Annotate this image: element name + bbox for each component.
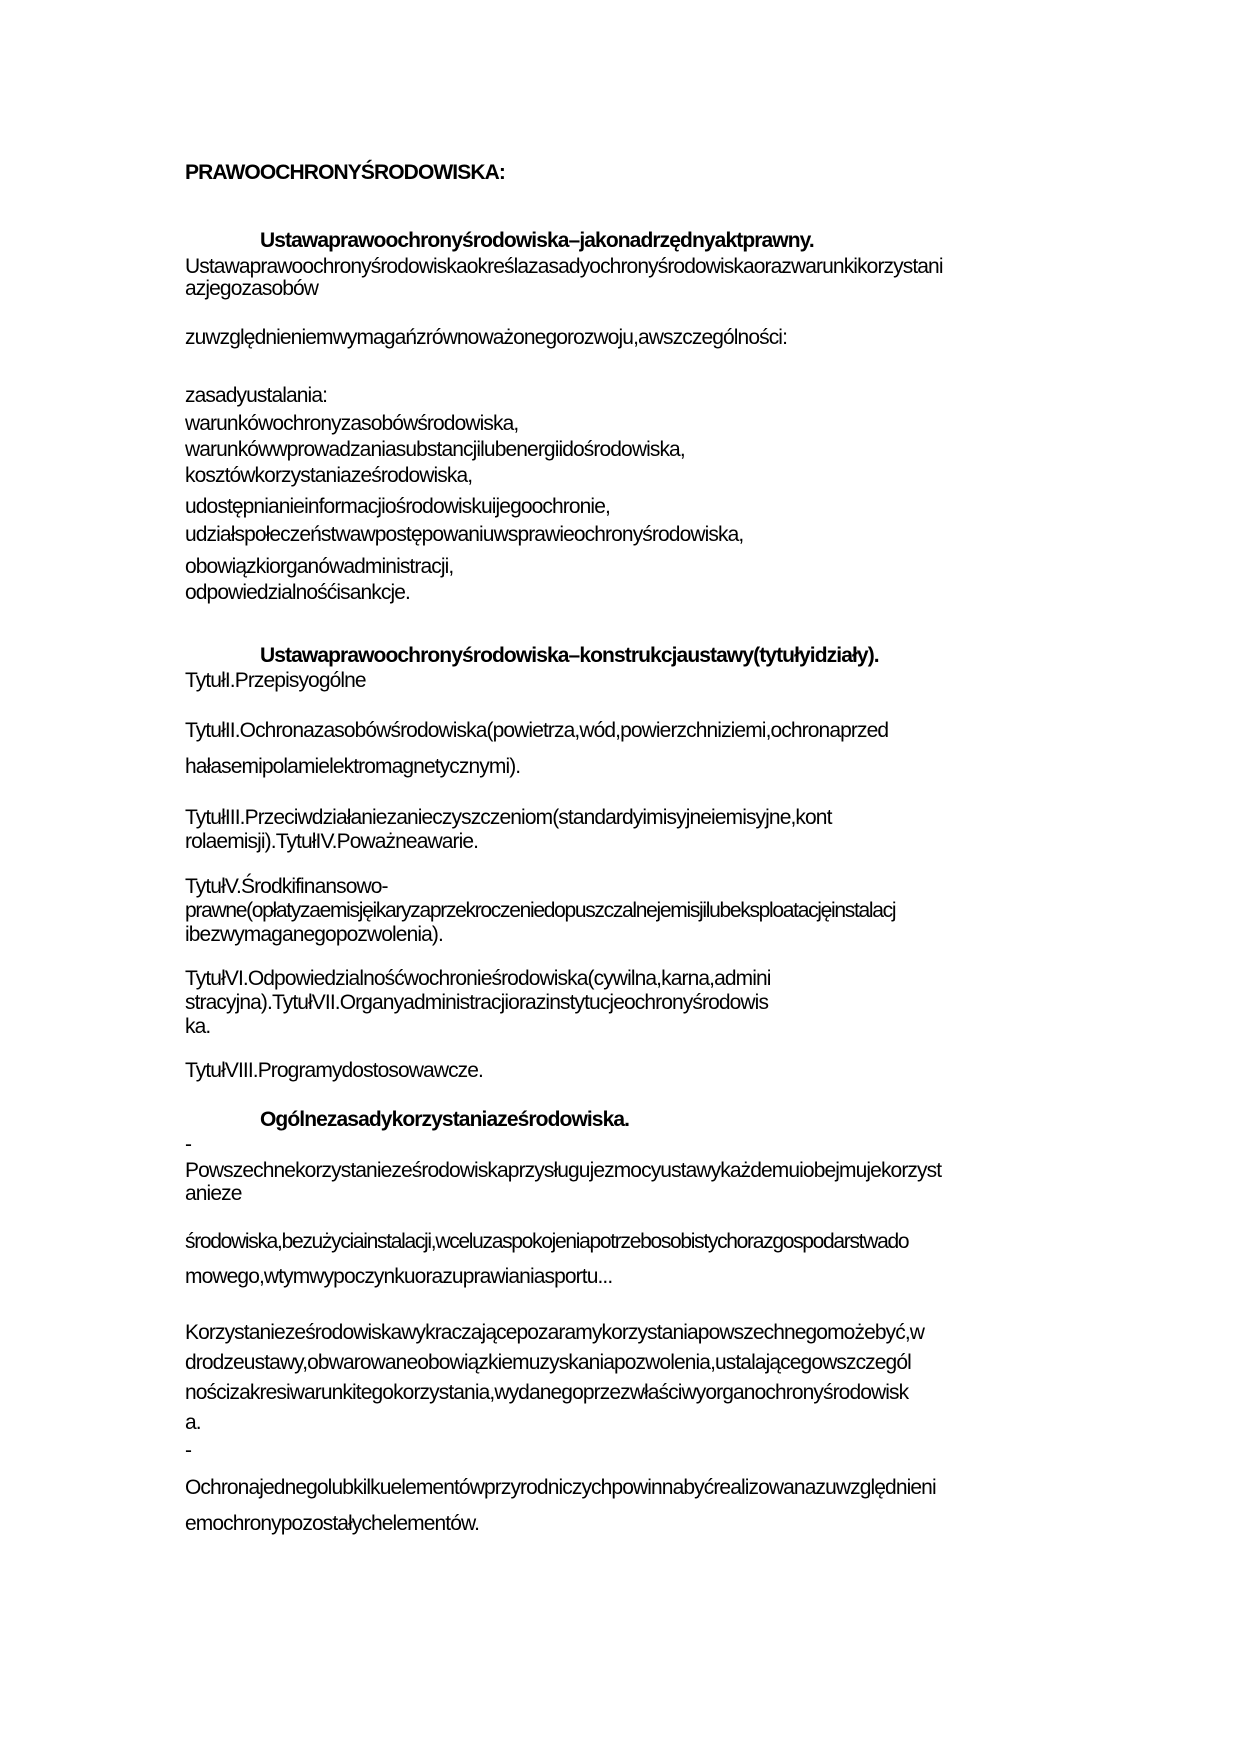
- section2-line: TytułVIII.Programydostosowawcze.: [185, 1059, 483, 1082]
- section3-line: -: [185, 1439, 192, 1462]
- section3-line: mowego,wtymwypoczynkuorazuprawianiasportu...: [185, 1265, 613, 1288]
- section3-line: Korzystanieześrodowiskawykraczającepozaramykorzystaniapowszechnegomożebyć,w: [185, 1321, 925, 1344]
- section2-line: TytułII.Ochronazasobówśrodowiska(powietrza,wód,powierzchniziemi,ochronaprzed: [185, 719, 889, 742]
- section3-line: anieze: [185, 1182, 242, 1205]
- section2-heading: Ustawaprawoochronyśrodowiska–konstrukcjaustawy(tytułyidziały).: [260, 644, 879, 667]
- section1-line: azjegozasobów: [185, 277, 319, 300]
- section3-line: emochronypozostałychelementów.: [185, 1512, 480, 1535]
- section1-line: kosztówkorzystaniaześrodowiska,: [185, 464, 473, 487]
- section2-line: TytułI.Przepisyogólne: [185, 669, 366, 692]
- section3-heading: Ogólnezasadykorzystaniaześrodowiska.: [260, 1108, 630, 1131]
- section2-line: hałasemipolamielektromagnetycznymi).: [185, 755, 521, 778]
- section2-line: ibezwymaganegopozwolenia).: [185, 923, 443, 946]
- section2-line: prawne(opłatyzaemisjęikaryzaprzekroczeniedopuszczalnejemisjilubeksploatacjęinstalacj: [185, 899, 896, 922]
- section3-line: Powszechnekorzystanieześrodowiskaprzysługujezmocyustawykażdemuiobejmujekorzyst: [185, 1159, 942, 1182]
- section3-line: drodzeustawy,obwarowaneobowiązkiemuzyskaniapozwolenia,ustalającegowszczegól: [185, 1351, 911, 1374]
- section2-line: TytułVI.Odpowiedzialnośćwochronieśrodowiska(cywilna,karna,admini: [185, 967, 771, 990]
- section2-line: stracyjna).TytułVII.Organyadministracjiorazinstytucjeochronyśrodowis: [185, 991, 769, 1014]
- section2-line: rolaemisji).TytułIV.Poważneawarie.: [185, 830, 479, 853]
- section1-line: warunkówwprowadzaniasubstancjilubenergiidośrodowiska,: [185, 438, 685, 461]
- section1-line: odpowiedzialnośćisankcje.: [185, 581, 410, 604]
- section1-heading: Ustawaprawoochronyśrodowiska–jakonadrzędnyaktprawny.: [260, 229, 814, 252]
- section2-line: TytułV.Środkifinansowo-: [185, 875, 388, 898]
- section3-line: nościzakresiwarunkitegokorzystania,wydanegoprzezwłaściwyorganochronyśrodowisk: [185, 1381, 909, 1404]
- section3-line: Ochronajednegolubkilkuelementówprzyrodniczychpowinnabyćrealizowanazuwzględnieni: [185, 1476, 936, 1499]
- document-title: PRAWOOCHRONYŚRODOWISKA:: [185, 161, 505, 184]
- section3-line: a.: [185, 1411, 201, 1434]
- section1-line: zasadyustalania:: [185, 384, 328, 407]
- section1-line: warunkówochronyzasobówśrodowiska,: [185, 412, 519, 435]
- section1-line: zuwzględnieniemwymagańzrównoważonegorozwoju,awszczególności:: [185, 326, 788, 349]
- section3-line: środowiska,bezużyciainstalacji,wceluzaspokojeniapotrzebosobistychorazgospodarstwado: [185, 1230, 909, 1253]
- section1-line: udziałspołeczeństwawpostępowaniuwsprawieochronyśrodowiska,: [185, 523, 744, 546]
- section1-line: obowiązkiorganówadministracji,: [185, 555, 454, 578]
- section1-line: Ustawaprawoochronyśrodowiskaokreślazasadyochronyśrodowiskaorazwarunkikorzystani: [185, 255, 943, 278]
- section3-line: -: [185, 1133, 192, 1156]
- section2-line: TytułIII.Przeciwdziałaniezanieczyszczeniom(standardyimisyjneiemisyjne,kont: [185, 806, 832, 829]
- section2-line: ka.: [185, 1015, 211, 1038]
- section1-line: udostępnianieinformacjiośrodowiskuijegoochronie,: [185, 495, 610, 518]
